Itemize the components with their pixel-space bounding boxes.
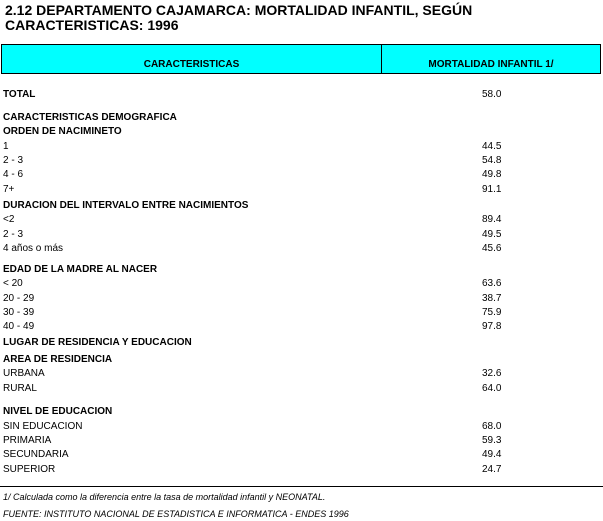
table-header [1, 44, 601, 74]
table-row [3, 88, 593, 102]
row-value: 58.0 [482, 89, 502, 100]
row-label: 2 - 3 [3, 155, 24, 166]
row-label: 40 - 49 [3, 321, 35, 332]
row-label: 20 - 29 [3, 293, 35, 304]
row-value: 89.4 [482, 214, 502, 225]
header-infant-mortality: MORTALIDAD INFANTIL 1/ [428, 59, 554, 70]
row-value: 59.3 [482, 435, 502, 446]
title-line-2: CARACTERISTICAS: 1996 [5, 17, 179, 33]
row-label: 30 - 39 [3, 307, 35, 318]
table-row [3, 140, 593, 154]
table-row [3, 448, 593, 462]
row-label: ORDEN DE NACIMINETO [3, 126, 122, 137]
row-label: <2 [3, 214, 15, 225]
row-label: 7+ [3, 184, 15, 195]
table-row [3, 242, 593, 256]
row-value: 49.4 [482, 449, 502, 460]
table-row [3, 434, 593, 448]
row-value: 45.6 [482, 243, 502, 254]
row-value: 75.9 [482, 307, 502, 318]
row-value: 68.0 [482, 421, 502, 432]
row-value: 54.8 [482, 155, 502, 166]
table-row [3, 382, 593, 396]
table-row [3, 292, 593, 306]
table-row [3, 306, 593, 320]
table-row [3, 320, 593, 334]
row-label: SECUNDARIA [3, 449, 69, 460]
row-value: 49.8 [482, 169, 502, 180]
table-row [3, 463, 593, 477]
row-value: 44.5 [482, 141, 502, 152]
row-value: 64.0 [482, 383, 502, 394]
footer-divider [0, 486, 603, 487]
title-line-1: 2.12 DEPARTAMENTO CAJAMARCA: MORTALIDAD INFANTIL, SEGÚN [5, 2, 473, 18]
row-label: DURACION DEL INTERVALO ENTRE NACIMIENTOS [3, 200, 249, 211]
table-row [3, 168, 593, 182]
row-label: 1 [3, 141, 9, 152]
row-label: EDAD DE LA MADRE AL NACER [3, 264, 158, 275]
row-label: URBANA [3, 368, 45, 379]
row-label: < 20 [3, 278, 23, 289]
table-row [3, 213, 593, 227]
subsection-heading [3, 405, 593, 419]
subsection-heading [3, 353, 593, 367]
page-title [5, 3, 600, 33]
footnote: 1/ Calculada como la diferencia entre la tasa de mortalidad infantil y NEONATAL. [3, 492, 326, 502]
subsection-heading [3, 199, 593, 213]
table-row [3, 367, 593, 381]
table-row [3, 228, 593, 242]
row-label: RURAL [3, 383, 37, 394]
row-label: 4 años o más [3, 243, 64, 254]
row-label: SUPERIOR [3, 464, 56, 475]
row-label: 2 - 3 [3, 229, 24, 240]
table-row [3, 183, 593, 197]
header-characteristics: CARACTERISTICAS [2, 45, 382, 73]
row-value: 49.5 [482, 229, 502, 240]
row-value: 91.1 [482, 184, 502, 195]
section-heading [3, 111, 593, 125]
section-heading [3, 336, 593, 350]
row-value: 63.6 [482, 278, 502, 289]
row-label: 4 - 6 [3, 169, 24, 180]
row-value: 97.8 [482, 321, 502, 332]
table-row [3, 154, 593, 168]
row-label: PRIMARIA [3, 435, 52, 446]
row-value: 38.7 [482, 293, 502, 304]
row-label: CARACTERISTICAS DEMOGRAFICA [3, 112, 177, 123]
row-label: NIVEL DE EDUCACION [3, 406, 113, 417]
row-label: TOTAL [3, 89, 36, 100]
row-value: 24.7 [482, 464, 502, 475]
subsection-heading [3, 263, 593, 277]
row-label: LUGAR DE RESIDENCIA Y EDUCACION [3, 337, 192, 348]
row-value: 32.6 [482, 368, 502, 379]
subsection-heading [3, 125, 593, 139]
row-label: AREA DE RESIDENCIA [3, 354, 113, 365]
row-label: SIN EDUCACION [3, 421, 83, 432]
source-note: FUENTE: INSTITUTO NACIONAL DE ESTADISTICA E INFORMATICA - ENDES 1996 [3, 509, 349, 519]
table-row [3, 277, 593, 291]
table-row [3, 420, 593, 434]
